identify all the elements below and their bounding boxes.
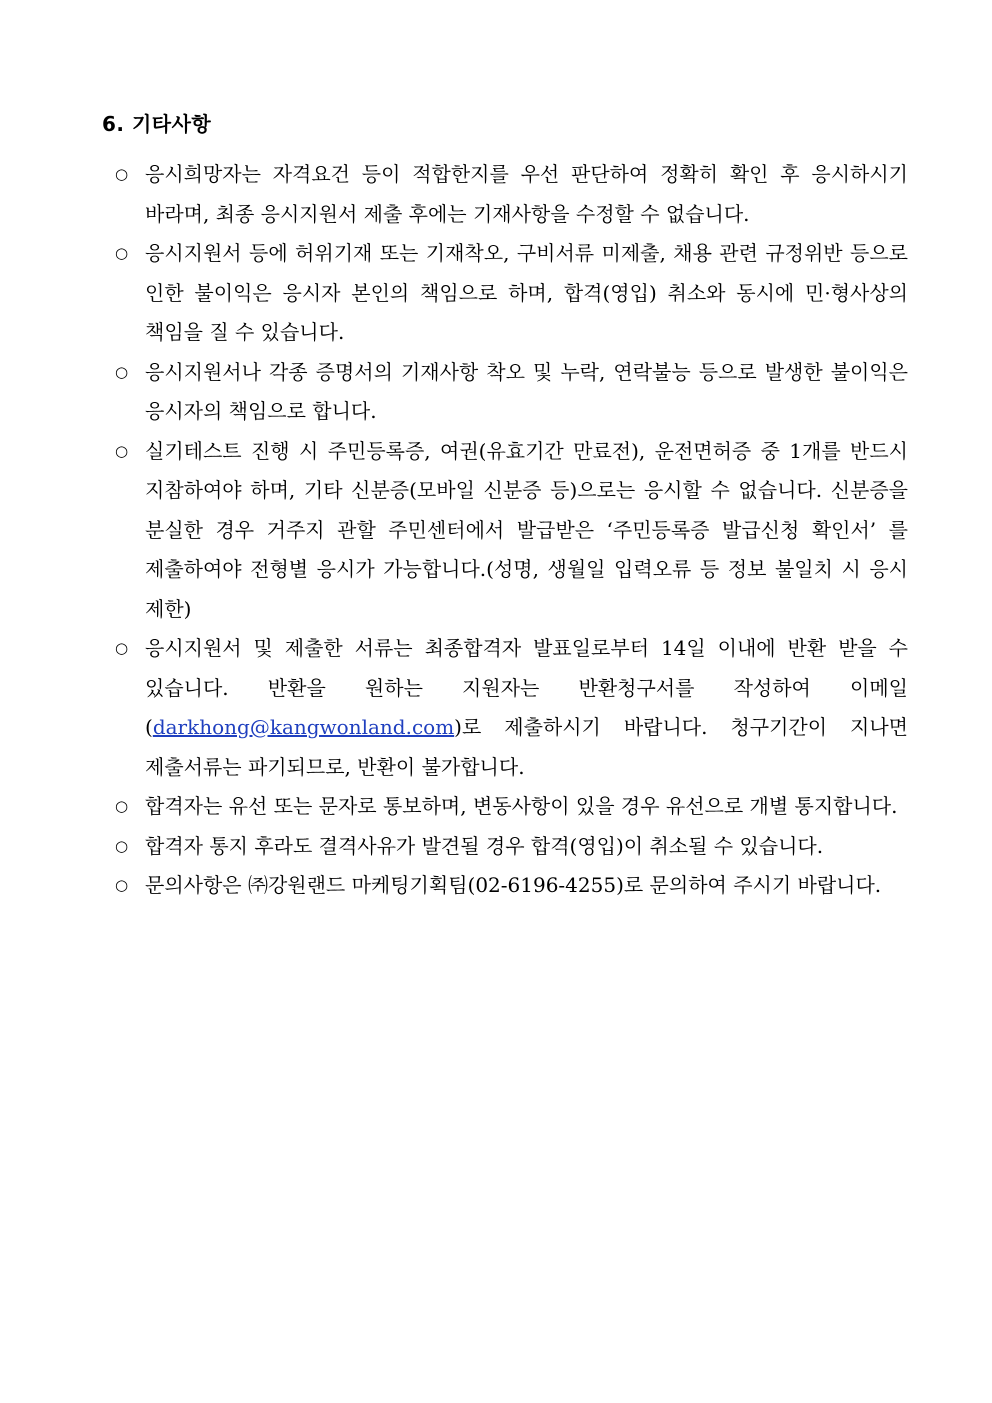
- list-item-text-before-email: 응시지원서 및 제출한 서류는 최종합격자 발표일로부터 14일 이내에 반환 받을 수 있습니다. 반환을 원하는 지원자는 반환청구서를 작성하여 이메일 (: [145, 636, 908, 739]
- list-item-text: 문의사항은 ㈜강원랜드 마케팅기획팀(02-6196-4255)로 문의하여 주시기 바랍니다.: [145, 873, 882, 897]
- section-title: 6. 기타사항: [102, 112, 212, 136]
- notice-list: [0, 155, 992, 906]
- list-item-text: 응시희망자는 자격요건 등이 적합한지를 우선 판단하여 정확히 확인 후 응시하시기 바라며, 최종 응시지원서 제출 후에는 기재사항을 수정할 수 없습니다.: [145, 162, 908, 226]
- list-item: [0, 629, 992, 787]
- circle-bullet-icon: ○: [115, 797, 129, 815]
- list-item: [0, 787, 992, 827]
- list-item: [0, 432, 992, 630]
- email-link[interactable]: darkhong@kangwonland.com: [152, 715, 455, 739]
- list-item-text-after-email: )로 제출하시기 바랍니다. 청구기간이 지나면 제출서류는 파기되므로, 반환이 불가합니다.: [145, 715, 908, 779]
- list-item-text: 합격자는 유선 또는 문자로 통보하며, 변동사항이 있을 경우 유선으로 개별 통지합니다.: [145, 794, 898, 818]
- circle-bullet-icon: ○: [115, 836, 129, 855]
- circle-bullet-icon: ○: [115, 639, 129, 657]
- list-item: [0, 866, 992, 906]
- list-item: [0, 155, 992, 234]
- list-item: [0, 827, 992, 867]
- circle-bullet-icon: ○: [115, 441, 129, 460]
- list-item-text: 실기테스트 진행 시 주민등록증, 여권(유효기간 만료전), 운전면허증 중 1개를 반드시 지참하여야 하며, 기타 신분증(모바일 신분증 등)으로는 응시할 수 없습니다. 신분증을 분실한 경우 거주지 관할 주민센터에서 발급받은 ‘주민등록증 발급신청 확인서’ 를 제출하여야 전형별 응시가 가능합니다.(성명, 생월일 입력오류 등 정보 불일치 시 응시 제한): [145, 438, 908, 621]
- list-item-text: 응시지원서나 각종 증명서의 기재사항 착오 및 누락, 연락불능 등으로 발생한 불이익은 응시자의 책임으로 합니다.: [145, 359, 908, 423]
- list-item: [0, 234, 992, 353]
- list-item-text: 응시지원서 등에 허위기재 또는 기재착오, 구비서류 미제출, 채용 관련 규정위반 등으로 인한 불이익은 응시자 본인의 책임으로 하며, 합격(영입) 취소와 동시에 민·형사상의 책임을 질 수 있습니다.: [145, 241, 908, 344]
- list-item: [0, 353, 992, 432]
- circle-bullet-icon: ○: [115, 165, 129, 183]
- circle-bullet-icon: ○: [115, 876, 129, 894]
- list-item-text: 합격자 통지 후라도 결격사유가 발견될 경우 합격(영입)이 취소될 수 있습니다.: [145, 833, 824, 858]
- circle-bullet-icon: ○: [115, 362, 129, 381]
- circle-bullet-icon: ○: [115, 244, 129, 262]
